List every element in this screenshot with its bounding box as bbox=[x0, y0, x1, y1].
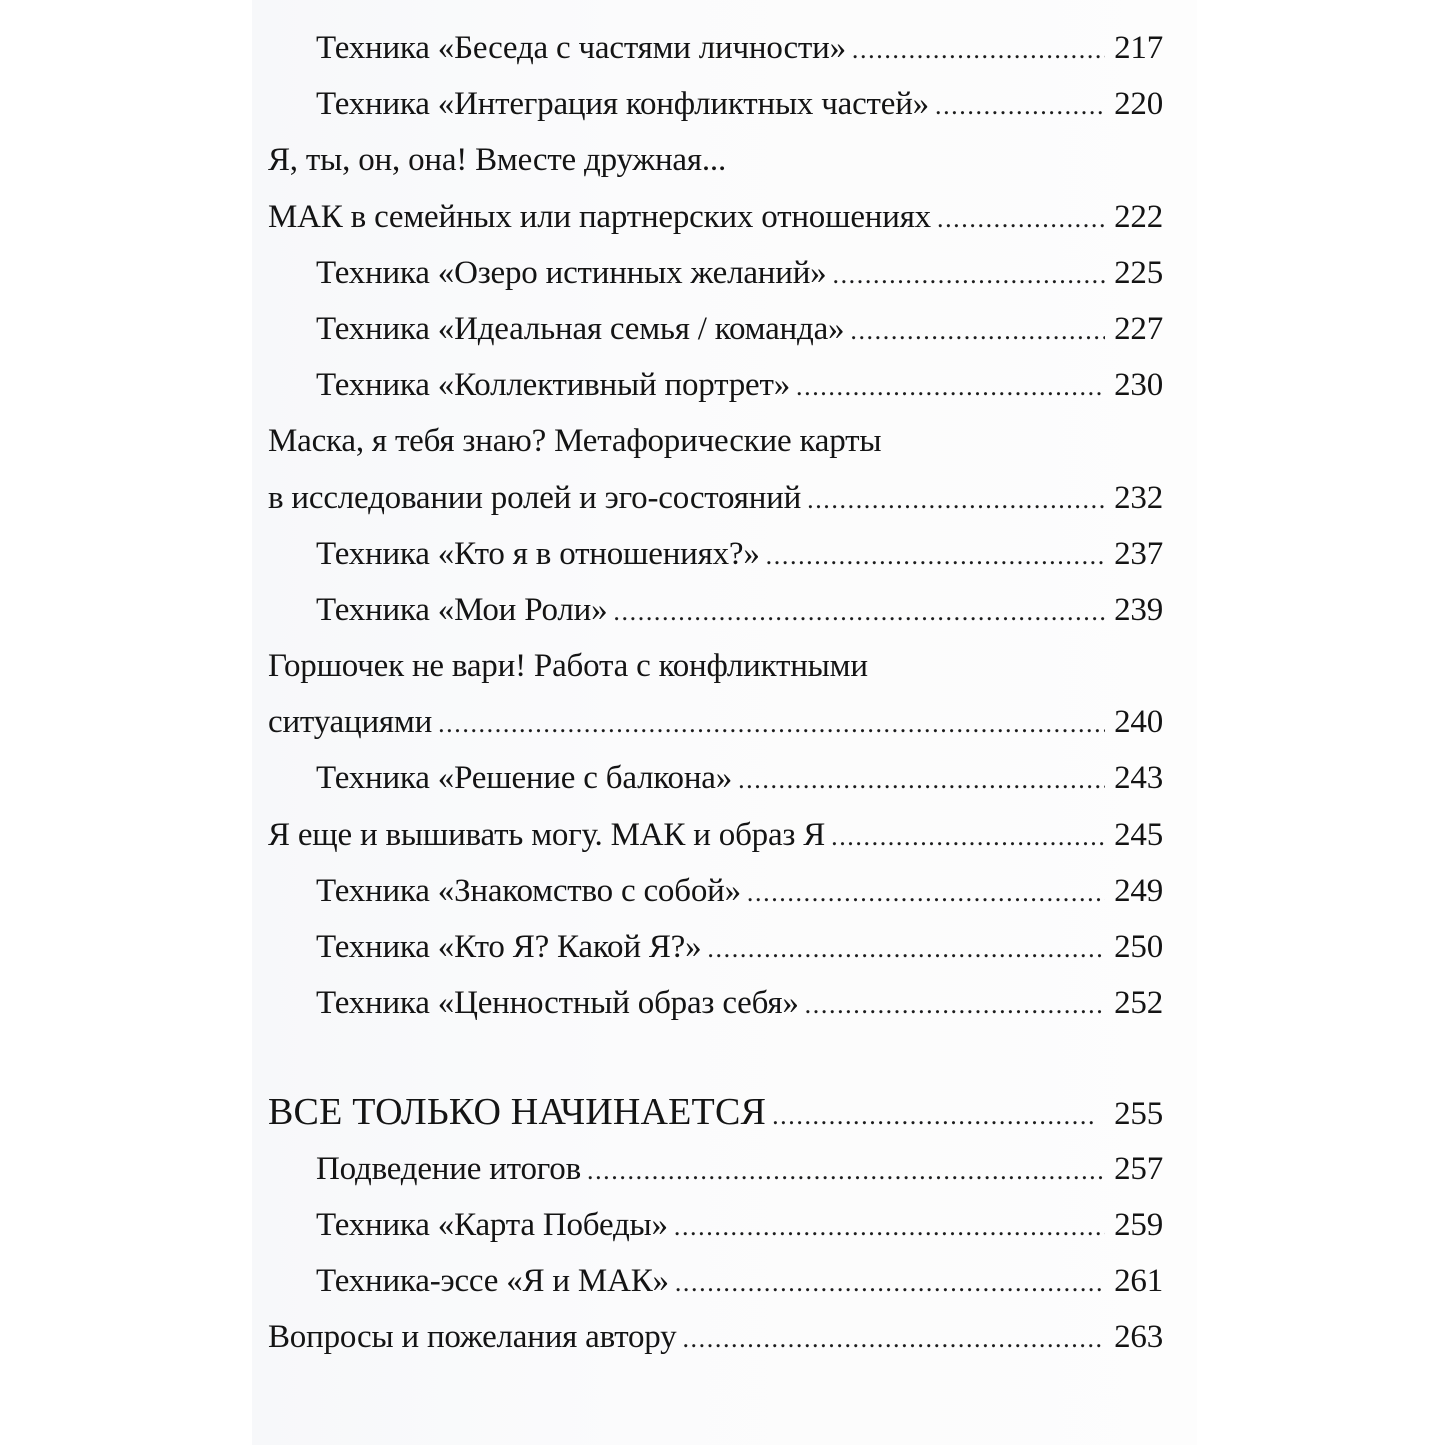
toc-entry bbox=[268, 301, 1163, 357]
toc-entry-page: 263 bbox=[1114, 1319, 1163, 1356]
toc-entry bbox=[268, 1253, 1163, 1309]
toc-entry bbox=[268, 76, 1163, 132]
toc-entry-title: Техника «Коллективный портрет» bbox=[316, 367, 790, 404]
toc-entry-title: Вопросы и пожелания автору bbox=[268, 1319, 677, 1356]
toc-entry-title: Техника «Озеро истинных желаний» bbox=[316, 254, 827, 291]
toc-entry bbox=[268, 245, 1163, 301]
toc-entry-page: 249 bbox=[1114, 872, 1163, 909]
toc-section-heading bbox=[268, 1084, 1163, 1140]
toc-entry-title: Техника «Знакомство с собой» bbox=[316, 872, 741, 909]
dot-leader bbox=[707, 921, 1105, 977]
toc-entry-title: ситуациями bbox=[268, 704, 433, 741]
dot-leader bbox=[674, 1199, 1105, 1255]
toc-entry-title: Техника «Карта Победы» bbox=[316, 1206, 668, 1243]
toc-entry-title: Техника «Беседа с частями личности» bbox=[316, 30, 846, 66]
toc-entry bbox=[268, 750, 1163, 806]
toc-entry bbox=[268, 413, 1163, 469]
toc-entry-title: Я еще и вышивать могу. МАК и образ Я bbox=[268, 816, 826, 853]
toc-entry-title: Техника «Кто Я? Какой Я?» bbox=[316, 929, 702, 965]
toc-entry-title: Техника «Кто я в отношениях?» bbox=[316, 535, 760, 572]
toc-entry-page: 222 bbox=[1114, 198, 1163, 235]
dot-leader bbox=[613, 584, 1105, 640]
toc-entry-page: 225 bbox=[1114, 254, 1163, 291]
toc-entry bbox=[268, 919, 1163, 975]
toc-entry-page: 227 bbox=[1114, 310, 1163, 347]
toc-entry-page: 230 bbox=[1114, 367, 1163, 404]
toc-entry-page: 220 bbox=[1114, 86, 1163, 123]
toc-entry-page: 217 bbox=[1114, 30, 1163, 66]
toc-entry-page: 232 bbox=[1114, 479, 1163, 516]
toc-entry bbox=[268, 582, 1163, 638]
dot-leader bbox=[772, 1088, 1097, 1144]
toc-entry bbox=[268, 638, 1163, 694]
dot-leader bbox=[850, 303, 1105, 359]
dot-leader bbox=[831, 809, 1105, 865]
toc-entry-title: Техника «Интеграция конфликтных частей» bbox=[316, 86, 929, 123]
toc-entry-page: 237 bbox=[1114, 535, 1163, 572]
toc-entry-page: 257 bbox=[1114, 1150, 1163, 1187]
toc-entry bbox=[268, 975, 1163, 1031]
toc-entry bbox=[268, 526, 1163, 582]
dot-leader bbox=[852, 22, 1105, 78]
section-title: ВСЕ ТОЛЬКО НАЧИНАЕТСЯ bbox=[268, 1091, 767, 1134]
toc-entry-title: Я, ты, он, она! Вместе дружная... bbox=[268, 142, 726, 179]
dot-leader bbox=[438, 696, 1105, 752]
toc-entry-title: в исследовании ролей и эго-состояний bbox=[268, 479, 802, 516]
toc-entry-title: МАК в семейных или партнерских отношениях bbox=[268, 198, 931, 235]
dot-leader bbox=[747, 865, 1105, 921]
section-gap bbox=[268, 1031, 1163, 1084]
toc-entry-title: Горшочек не вари! Работа с конфликтными bbox=[268, 648, 868, 685]
dot-leader bbox=[675, 1255, 1105, 1311]
dot-leader bbox=[587, 1143, 1105, 1199]
toc-entry bbox=[268, 189, 1163, 245]
toc-entry-title: Техника «Идеальная семья / команда» bbox=[316, 310, 845, 347]
dot-leader bbox=[832, 247, 1105, 303]
toc-entry-page: 259 bbox=[1114, 1206, 1163, 1243]
toc-entry bbox=[268, 1309, 1163, 1365]
dot-leader bbox=[738, 752, 1105, 808]
toc-entry bbox=[268, 863, 1163, 919]
toc-entry bbox=[268, 1197, 1163, 1253]
toc-entry bbox=[268, 807, 1163, 863]
dot-leader bbox=[937, 191, 1105, 247]
toc-entry-page: 261 bbox=[1114, 1262, 1163, 1299]
dot-leader bbox=[807, 472, 1105, 528]
toc-entry bbox=[268, 470, 1163, 526]
dot-leader bbox=[796, 359, 1105, 415]
toc-entry-page: 243 bbox=[1114, 760, 1163, 797]
toc-entry-title: Техника «Решение с балкона» bbox=[316, 760, 733, 797]
toc-entry-page: 252 bbox=[1114, 985, 1163, 1022]
toc-entry-title: Маска, я тебя знаю? Метафорические карты bbox=[268, 423, 882, 460]
toc-entry bbox=[268, 357, 1163, 413]
dot-leader bbox=[935, 78, 1105, 134]
toc-entry-title: Техника «Ценностный образ себя» bbox=[316, 985, 799, 1022]
section-page: 255 bbox=[1114, 1096, 1163, 1133]
toc-entry bbox=[268, 694, 1163, 750]
toc-entry bbox=[268, 132, 1163, 188]
toc-entry bbox=[268, 20, 1163, 76]
table-of-contents bbox=[268, 20, 1163, 1365]
dot-leader bbox=[805, 977, 1105, 1033]
toc-entry bbox=[268, 1141, 1163, 1197]
dot-leader bbox=[766, 528, 1105, 584]
toc-entry-page: 240 bbox=[1114, 704, 1163, 741]
toc-entry-title: Техника-эссе «Я и МАК» bbox=[316, 1262, 669, 1299]
dot-leader bbox=[682, 1311, 1105, 1367]
toc-entry-title: Техника «Мои Роли» bbox=[316, 591, 608, 628]
toc-entry-page: 239 bbox=[1114, 591, 1163, 628]
toc-entry-page: 245 bbox=[1114, 816, 1163, 853]
toc-entry-page: 250 bbox=[1114, 929, 1163, 965]
toc-entry-title: Подведение итогов bbox=[316, 1150, 581, 1187]
